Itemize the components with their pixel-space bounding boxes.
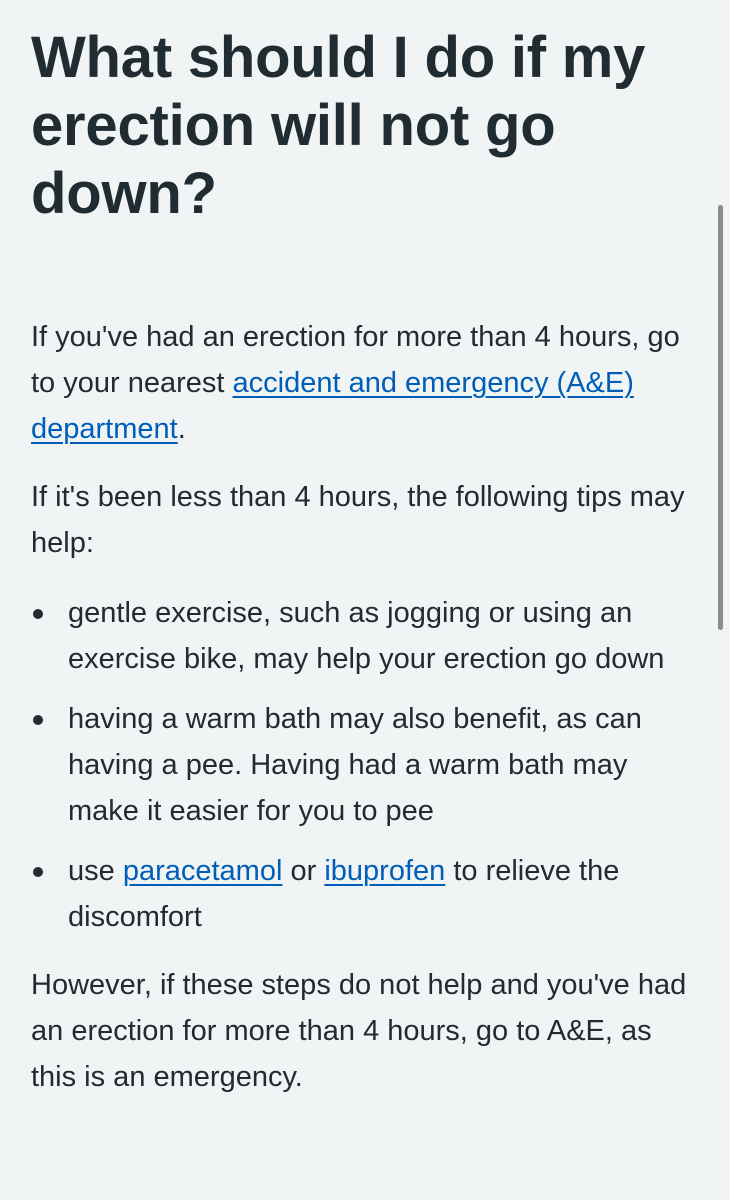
bullet-icon xyxy=(33,867,43,877)
tips-list xyxy=(31,590,699,940)
paragraph-emergency-warning: However, if these steps do not help and you've had an erection for more than 4 hours, go to A&E, as this is an emergency. xyxy=(31,969,687,1093)
tip-painkillers-middle: or xyxy=(282,855,325,887)
ae-department-link[interactable]: accident and emergency (A&E) department xyxy=(31,367,634,445)
article-content xyxy=(31,24,699,1100)
list-item xyxy=(31,696,699,834)
bullet-icon xyxy=(33,715,43,725)
list-item xyxy=(31,848,699,940)
scrollbar-thumb[interactable] xyxy=(718,205,723,630)
bullet-icon xyxy=(33,609,43,619)
paragraph-ae-period: . xyxy=(177,413,186,445)
list-item xyxy=(31,590,699,682)
tip-painkillers-before: use xyxy=(68,855,123,887)
tip-painkillers-after: to relieve the discomfort xyxy=(68,855,620,933)
tip-warm-bath-text: having a warm bath may also benefit, as can having a pee. Having had a warm bath may make it easier for you to pee xyxy=(68,703,642,827)
ibuprofen-link[interactable]: ibuprofen xyxy=(324,855,446,887)
paragraph-ae-text: If you've had an erection for more than 4 hours, go to your nearest xyxy=(31,321,680,399)
page-title: What should I do if my erection will not go down? xyxy=(31,25,646,226)
paragraph-tips-intro: If it's been less than 4 hours, the following tips may help: xyxy=(31,481,685,559)
tip-exercise-text: gentle exercise, such as jogging or using an exercise bike, may help your erection go down xyxy=(68,597,665,675)
paragraph-ae-advice xyxy=(31,314,699,452)
paracetamol-link[interactable]: paracetamol xyxy=(122,855,283,887)
